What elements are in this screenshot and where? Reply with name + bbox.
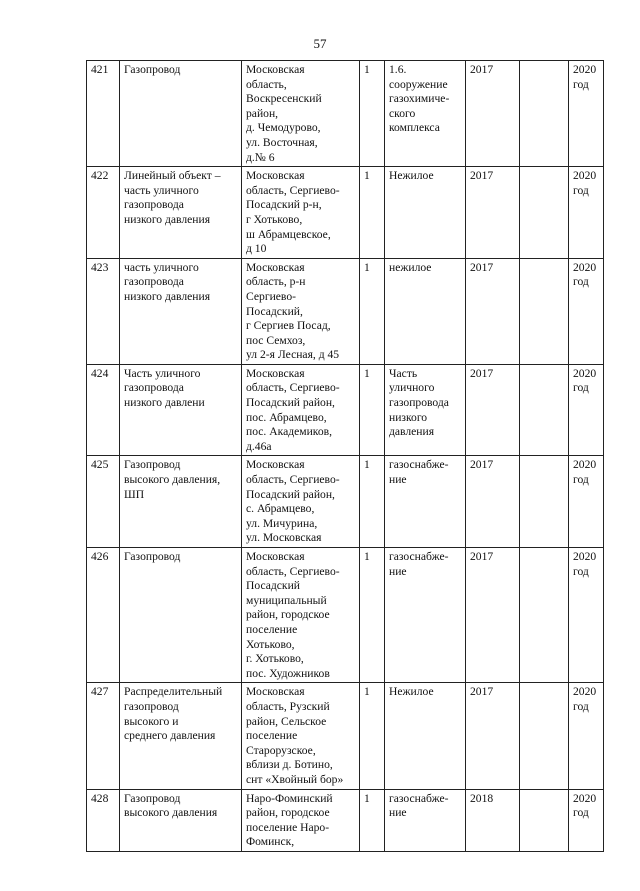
cell-term: 2020 год (569, 683, 604, 789)
cell-purpose: нежилое (385, 258, 466, 364)
cell-term: 2020 год (569, 789, 604, 851)
cell-purpose: газоснабже- ние (385, 548, 466, 683)
cell-location: Московская область, Воскресенский район, д. Чемодурово, ул. Восточная, д.№ 6 (242, 61, 360, 167)
cell-purpose: 1.6. сооружение газохимиче- ского комплекса (385, 61, 466, 167)
cell-object-name: Линейный объект – часть уличного газопровода низкого давления (120, 167, 242, 259)
cell-term: 2020 год (569, 364, 604, 456)
cell-number: 423 (87, 258, 120, 364)
cell-blank (520, 456, 569, 548)
cell-quantity: 1 (360, 456, 385, 548)
cell-object-name: Газопровод высокого давления, ШП (120, 456, 242, 548)
cell-year: 2017 (466, 167, 520, 259)
cell-quantity: 1 (360, 258, 385, 364)
cell-number: 425 (87, 456, 120, 548)
cell-object-name: часть уличного газопровода низкого давления (120, 258, 242, 364)
cell-blank (520, 683, 569, 789)
cell-quantity: 1 (360, 548, 385, 683)
cell-blank (520, 789, 569, 851)
cell-quantity: 1 (360, 364, 385, 456)
cell-term: 2020 год (569, 456, 604, 548)
cell-number: 428 (87, 789, 120, 851)
cell-quantity: 1 (360, 167, 385, 259)
cell-quantity: 1 (360, 61, 385, 167)
cell-term: 2020 год (569, 548, 604, 683)
cell-number: 421 (87, 61, 120, 167)
cell-purpose: Нежилое (385, 683, 466, 789)
cell-purpose: Нежилое (385, 167, 466, 259)
cell-purpose: газоснабже- ние (385, 456, 466, 548)
cell-location: Московская область, Сергиево- Посадский р-н, г Хотьково, ш Абрамцевское, д 10 (242, 167, 360, 259)
cell-term: 2020 год (569, 258, 604, 364)
cell-number: 424 (87, 364, 120, 456)
cell-location: Московская область, Сергиево- Посадский муниципальный район, городское поселение Хотьково, г. Хотьково, пос. Художников (242, 548, 360, 683)
cell-year: 2017 (466, 61, 520, 167)
cell-year: 2017 (466, 364, 520, 456)
table-row (87, 364, 604, 456)
cell-blank (520, 364, 569, 456)
cell-quantity: 1 (360, 789, 385, 851)
cell-purpose: газоснабже- ние (385, 789, 466, 851)
table-row (87, 258, 604, 364)
table-row (87, 61, 604, 167)
table-row (87, 167, 604, 259)
cell-term: 2020 год (569, 61, 604, 167)
cell-location: Московская область, Сергиево- Посадский район, с. Абрамцево, ул. Мичурина, ул. Московская (242, 456, 360, 548)
cell-year: 2017 (466, 258, 520, 364)
cell-location: Московская область, р-н Сергиево- Посадский, г Сергиев Посад, пос Семхоз, ул 2-я Лесная, д 45 (242, 258, 360, 364)
cell-object-name: Распределительный газопровод высокого и среднего давления (120, 683, 242, 789)
cell-quantity: 1 (360, 683, 385, 789)
cell-object-name: Газопровод (120, 61, 242, 167)
registry-table (86, 60, 604, 852)
cell-blank (520, 61, 569, 167)
table-row (87, 683, 604, 789)
cell-year: 2017 (466, 456, 520, 548)
cell-object-name: Газопровод (120, 548, 242, 683)
cell-year: 2018 (466, 789, 520, 851)
cell-number: 422 (87, 167, 120, 259)
cell-object-name: Часть уличного газопровода низкого давлени (120, 364, 242, 456)
page-number: 57 (313, 36, 327, 51)
cell-year: 2017 (466, 548, 520, 683)
cell-year: 2017 (466, 683, 520, 789)
cell-number: 426 (87, 548, 120, 683)
cell-location: Наро-Фоминский район, городское поселение Наро- Фоминск, (242, 789, 360, 851)
cell-blank (520, 548, 569, 683)
cell-number: 427 (87, 683, 120, 789)
cell-blank (520, 258, 569, 364)
cell-location: Московская область, Рузский район, Сельское поселение Старорузское, вблизи д. Ботино, снт «Хвойный бор» (242, 683, 360, 789)
cell-blank (520, 167, 569, 259)
cell-purpose: Часть уличного газопровода низкого давления (385, 364, 466, 456)
table-row (87, 456, 604, 548)
cell-location: Московская область, Сергиево- Посадский район, пос. Абрамцево, пос. Академиков, д.46а (242, 364, 360, 456)
cell-object-name: Газопровод высокого давления (120, 789, 242, 851)
table-row (87, 789, 604, 851)
table-row (87, 548, 604, 683)
cell-term: 2020 год (569, 167, 604, 259)
